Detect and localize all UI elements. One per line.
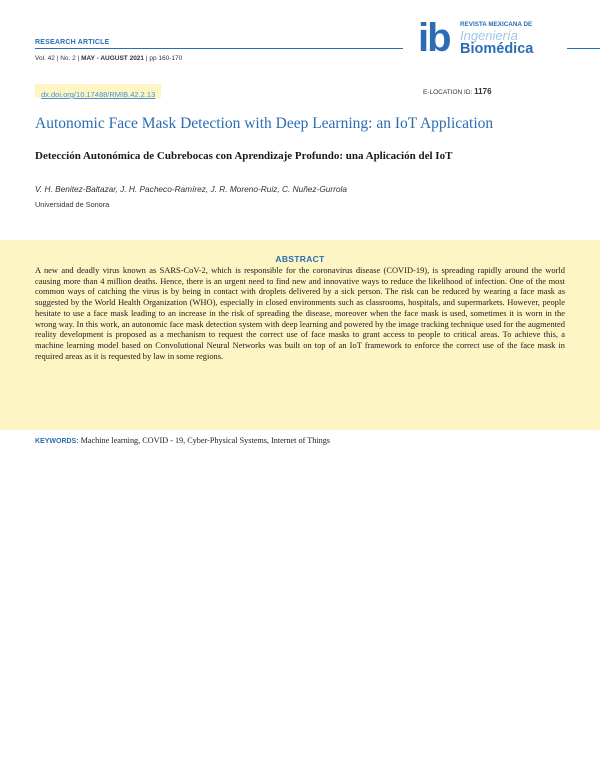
journal-logo-mark: ib bbox=[418, 16, 450, 60]
issue-period: MAY - AUGUST 2021 bbox=[81, 55, 145, 62]
header-rule-right bbox=[567, 48, 600, 49]
authors: V. H. Benitez-Baltazar, J. H. Pacheco-Ramírez, J. R. Moreno-Ruiz, C. Nuñez-Gurrola bbox=[35, 184, 348, 194]
header-rule-left bbox=[35, 48, 403, 49]
issue-number: No. 2 bbox=[60, 55, 76, 62]
abstract-heading: ABSTRACT bbox=[275, 254, 325, 264]
affiliation: Universidad de Sonora bbox=[35, 200, 110, 209]
journal-logo-line2: Ingeniería bbox=[460, 28, 518, 43]
journal-logo-line3: Biomédica bbox=[460, 41, 534, 57]
elocation-label: E-LOCATION ID: bbox=[423, 89, 475, 96]
volume: Vol. 42 bbox=[35, 55, 55, 62]
elocation-value: 1176 bbox=[474, 87, 492, 96]
journal-logo-line1: REVISTA MEXICANA DE bbox=[460, 21, 533, 28]
doi-box bbox=[35, 84, 161, 98]
keywords-text: Machine learning, COVID - 19, Cyber-Physical Systems, Internet of Things bbox=[78, 436, 330, 445]
doi-link[interactable]: dx.doi.org/10.17488/RMIB.42.2.13 bbox=[41, 90, 156, 99]
article-subtitle: Detección Autonómica de Cubrebocas con Aprendizaje Profundo: una Aplicación del IoT bbox=[35, 150, 453, 162]
elocation-id bbox=[423, 87, 492, 96]
article-type-label: RESEARCH ARTICLE bbox=[35, 39, 110, 46]
page-range: pp 160-170 bbox=[149, 55, 183, 62]
journal-logo bbox=[418, 18, 568, 66]
issue-info: Vol. 42 | No. 2 | MAY - AUGUST 2021 | pp 160-170 bbox=[35, 55, 183, 62]
article-title: Autonomic Face Mask Detection with Deep Learning: an IoT Application bbox=[35, 115, 494, 132]
abstract-text: A new and deadly virus known as SARS-CoV-2, which is responsible for the coronavirus disease (COVID-19), is spreading rapidly around the world causing more than 4 million deaths. Hence, there is an urgent need to find new and innovative ways to reduce the likelihood of infection. One of the most common ways of catching the virus is by being in contact with droplets delivered by a sick person. The risk can be reduced by wearing a face mask as suggested by the World Health Organization (WHO), especially in closed environments such as classrooms, hospitals, and supermarkets. However, people hesitate to use a face mask leading to an increase in the risk of spreading the disease, moreover when the face mask is used, sometimes it is worn in the wrong way. In this work, an autonomic face mask detection system with deep learning and powered by the image tracking technique used for the augmented reality development is proposed as a mechanism to request the correct use of face masks to grant access to people to critical areas. To achieve this, a machine learning model based on Convolutional Neural Networks was built on top of an IoT framework to enforce the correct use of the face mask in required areas as it is requested by law in some regions. bbox=[35, 265, 565, 361]
keywords bbox=[35, 436, 330, 445]
keywords-label: KEYWORDS: bbox=[35, 438, 79, 445]
